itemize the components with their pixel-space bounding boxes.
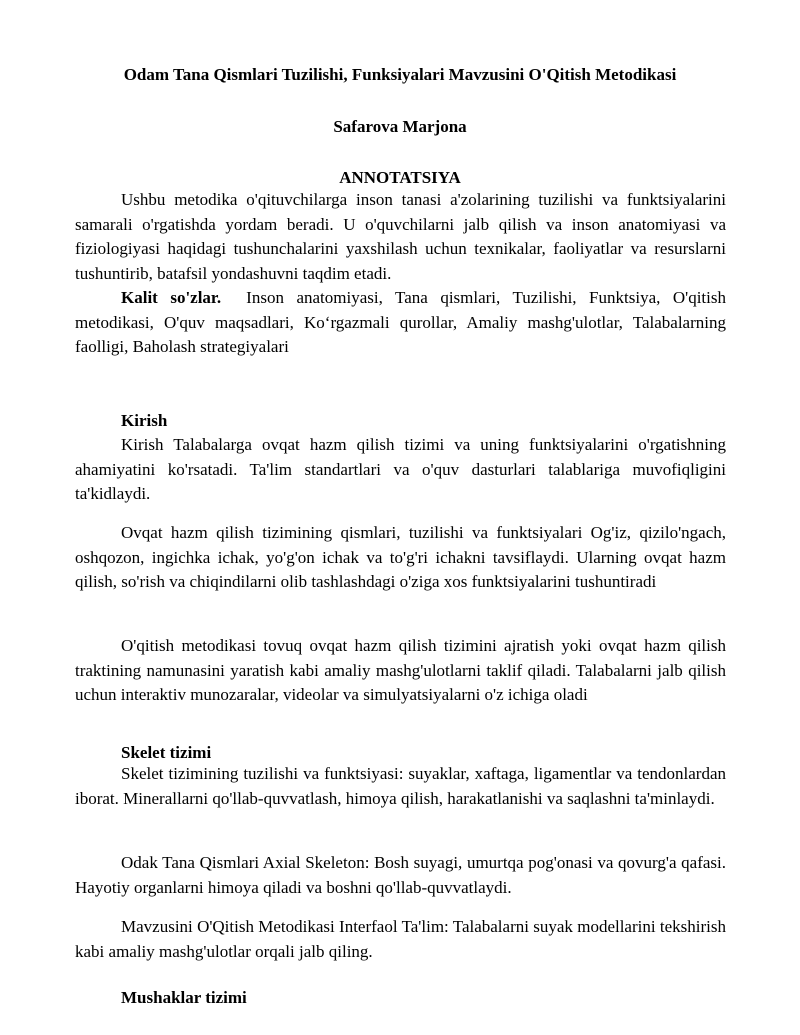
keywords-label: Kalit so'zlar.: [121, 288, 222, 307]
document-title: Odam Tana Qismlari Tuzilishi, Funksiyalari Mavzusini O'Qitish Metodikasi: [123, 65, 677, 84]
skeleton-paragraph-3: Mavzusini O'Qitish Metodikasi Interfaol Ta'lim: Talabalarni suyak modellarini tekshirish kabi amaliy mashg'ulotlar orqali jalb qiling.: [75, 917, 726, 961]
section-heading-muscles: Mushaklar tizimi: [121, 988, 247, 1007]
intro-paragraph-1: Kirish Talabalarga ovqat hazm qilish tizimi va uning funktsiyalarini o'rgatishning ahamiyatini ko'rsatadi. Ta'lim standartlari va o'quv dasturlari talablariga muvofiqligini ta'kidlaydi.: [75, 435, 726, 503]
skeleton-paragraph-2: Odak Tana Qismlari Axial Skeleton: Bosh suyagi, umurtqa pog'onasi va qovurg'a qafasi. Hayotiy organlarni himoya qiladi va boshni qo'llab-quvvatlaydi.: [75, 853, 726, 897]
intro-paragraph-3: O'qitish metodikasi tovuq ovqat hazm qilish tizimini ajratish yoki ovqat hazm qilish traktining namunasini yaratish kabi amaliy mashg'ulotlarni taklif qiladi. Talabalarni jalb qilish uchun interaktiv munozaralar, videolar va simulyatsiyalarni o'z ichiga oladi: [75, 636, 726, 704]
skeleton-paragraph-1: Skelet tizimining tuzilishi va funktsiyasi: suyaklar, xaftaga, ligamentlar va tendonlardan iborat. Minerallarni qo'llab-quvvatlash, himoya qilish, harakatlanishi va saqlashni ta'minlaydi.: [75, 764, 726, 808]
keywords-paragraph: [75, 286, 726, 360]
section-heading-intro: Kirish: [121, 411, 168, 430]
abstract-paragraph: Ushbu metodika o'qituvchilarga inson tanasi a'zolarining tuzilishi va funktsiyalarini samarali o'rgatishda yordam beradi. U o'quvchilarni jalb qilish va inson anatomiyasi va fiziologiyasi haqidagi tushunchalarini yaxshilash uchun texnikalar, faoliyatlar va resurslarni tushuntirib, batafsil yondashuvni taqdim etadi.: [75, 190, 726, 283]
abstract-heading: ANNOTATSIYA: [339, 168, 461, 187]
intro-paragraph-2: Ovqat hazm qilish tizimining qismlari, tuzilishi va funktsiyalari Og'iz, qizilo'ngach, oshqozon, ingichka ichak, yo'g'on ichak va to'g'ri ichakni tavsiflaydi. Ularning ovqat hazm qilish, so'rish va chiqindilarni olib tashlashdagi o'ziga xos funktsiyalarini tushuntiradi: [75, 523, 726, 591]
author-name: Safarova Marjona: [333, 117, 467, 136]
keywords-text: Inson anatomiyasi, Tana qismlari, Tuzilishi, Funktsiya, O'qitish metodikasi, O'quv maqsadlari, Ko‘rgazmali qurollar, Amaliy mashg'ulotlar, Talabalarning faolligi, Baholash strategiyalari: [75, 288, 726, 356]
section-heading-skeleton: Skelet tizimi: [121, 743, 212, 762]
